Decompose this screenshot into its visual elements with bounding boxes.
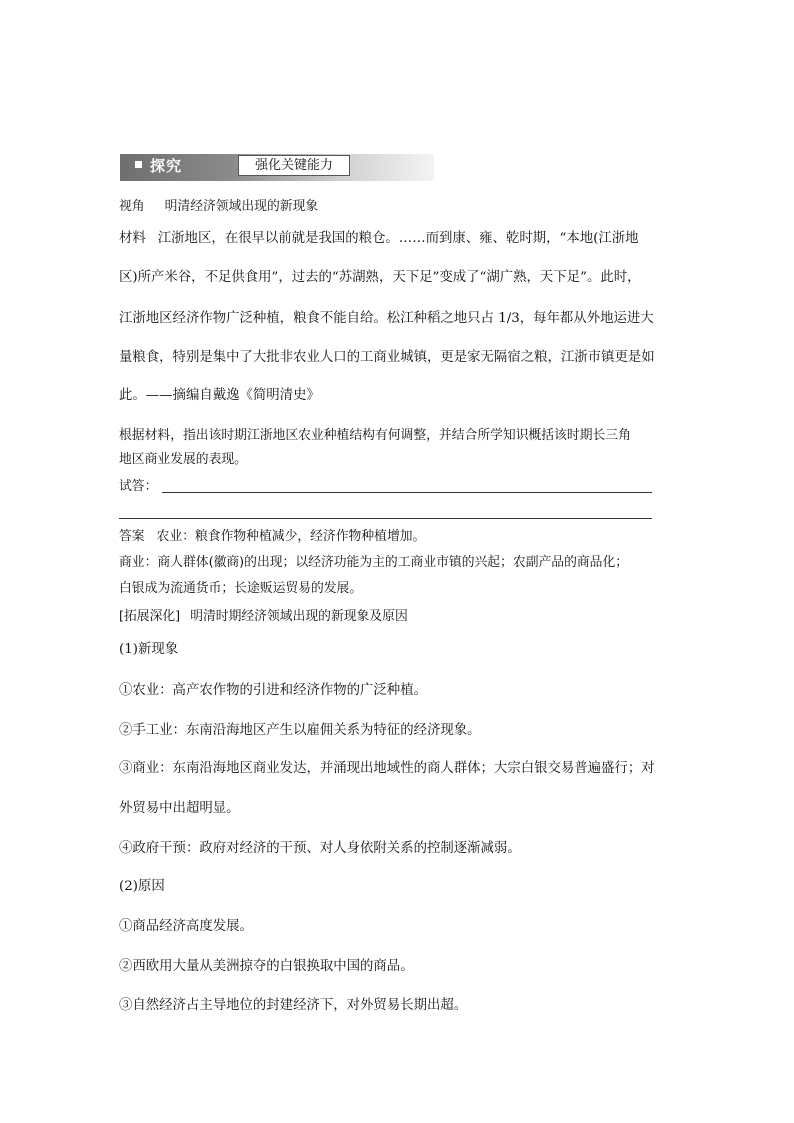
section1-item-3: ③商业：东南沿海地区商业发达，并涌现出地域性的商人群体；大宗白银交易普遍盛行；对 [119,761,655,776]
extension-title: 明清时期经济领域出现的新现象及原因 [190,609,408,624]
section-tag: 探究 [150,157,183,175]
material-line-5: 此。——摘编自戴逸《简明清史》 [119,388,320,403]
answer-line-1: 答案 农业：粮食作物种植减少，经济作物种植增加。 [119,529,426,544]
answer-prompt-label: 试答： [119,479,158,494]
answer-label: 答案 [119,529,145,544]
material-line-4: 量粮食，特别是集中了大批非农业人口的工商业城镇，更是家无隔宿之粮，江浙市镇更是如 [119,350,655,365]
section1-item-4: ④政府干预：政府对经济的干预、对人身依附关系的控制逐渐减弱。 [119,841,521,856]
section2-title: (2)原因 [119,879,165,894]
material-line-3: 江浙地区经济作物广泛种植，粮食不能自给。松江种稻之地只占 1/3，每年都从外地运进大 [119,311,654,326]
answer-line-2: 商业：商人群体(徽商)的出现；以经济功能为主的工商业市镇的兴起；农副产品的商品化； [119,555,629,570]
perspective-label: 视角 [119,199,145,214]
material-label: 材料 [119,231,146,246]
answer-blank-line [119,518,652,519]
section-title: 强化关键能力 [238,155,350,176]
material-line-1: 材料 江浙地区，在很早以前就是我国的粮仓。……而到康、雍、乾时期，“本地(江浙地 [119,231,639,246]
square-bullet-icon [135,161,142,168]
extension-label: [拓展深化] [119,609,181,624]
answer-blank-line [162,492,652,493]
question-line-2: 地区商业发展的表现。 [119,452,247,467]
question-line-1: 根据材料，指出该时期江浙地区农业种植结构有何调整，并结合所学知识概括该时期长三角 [119,428,631,443]
perspective-title: 明清经济领域出现的新现象 [164,199,319,214]
perspective-line [119,198,318,216]
extension-heading [119,608,408,626]
section2-item-2: ②西欧用大量从美洲掠夺的白银换取中国的商品。 [119,959,414,974]
section1-title: (1)新现象 [119,642,179,657]
section1-item-3-cont: 外贸易中出超明显。 [119,801,240,816]
section2-item-1: ①商品经济高度发展。 [119,919,253,934]
answer-line-3: 白银成为流通货币；长途贩运贸易的发展。 [119,581,363,596]
material-line-2: 区)所产米谷，不足供食用”，过去的“苏湖熟，天下足”变成了“湖广熟，天下足”。此时， [119,270,641,285]
section2-item-3: ③自然经济占主导地位的封建经济下，对外贸易长期出超。 [119,998,468,1013]
section1-item-1: ①农业：高产农作物的引进和经济作物的广泛种植。 [119,683,427,698]
section1-item-2: ②手工业：东南沿海地区产生以雇佣关系为特征的经济现象。 [119,723,481,738]
